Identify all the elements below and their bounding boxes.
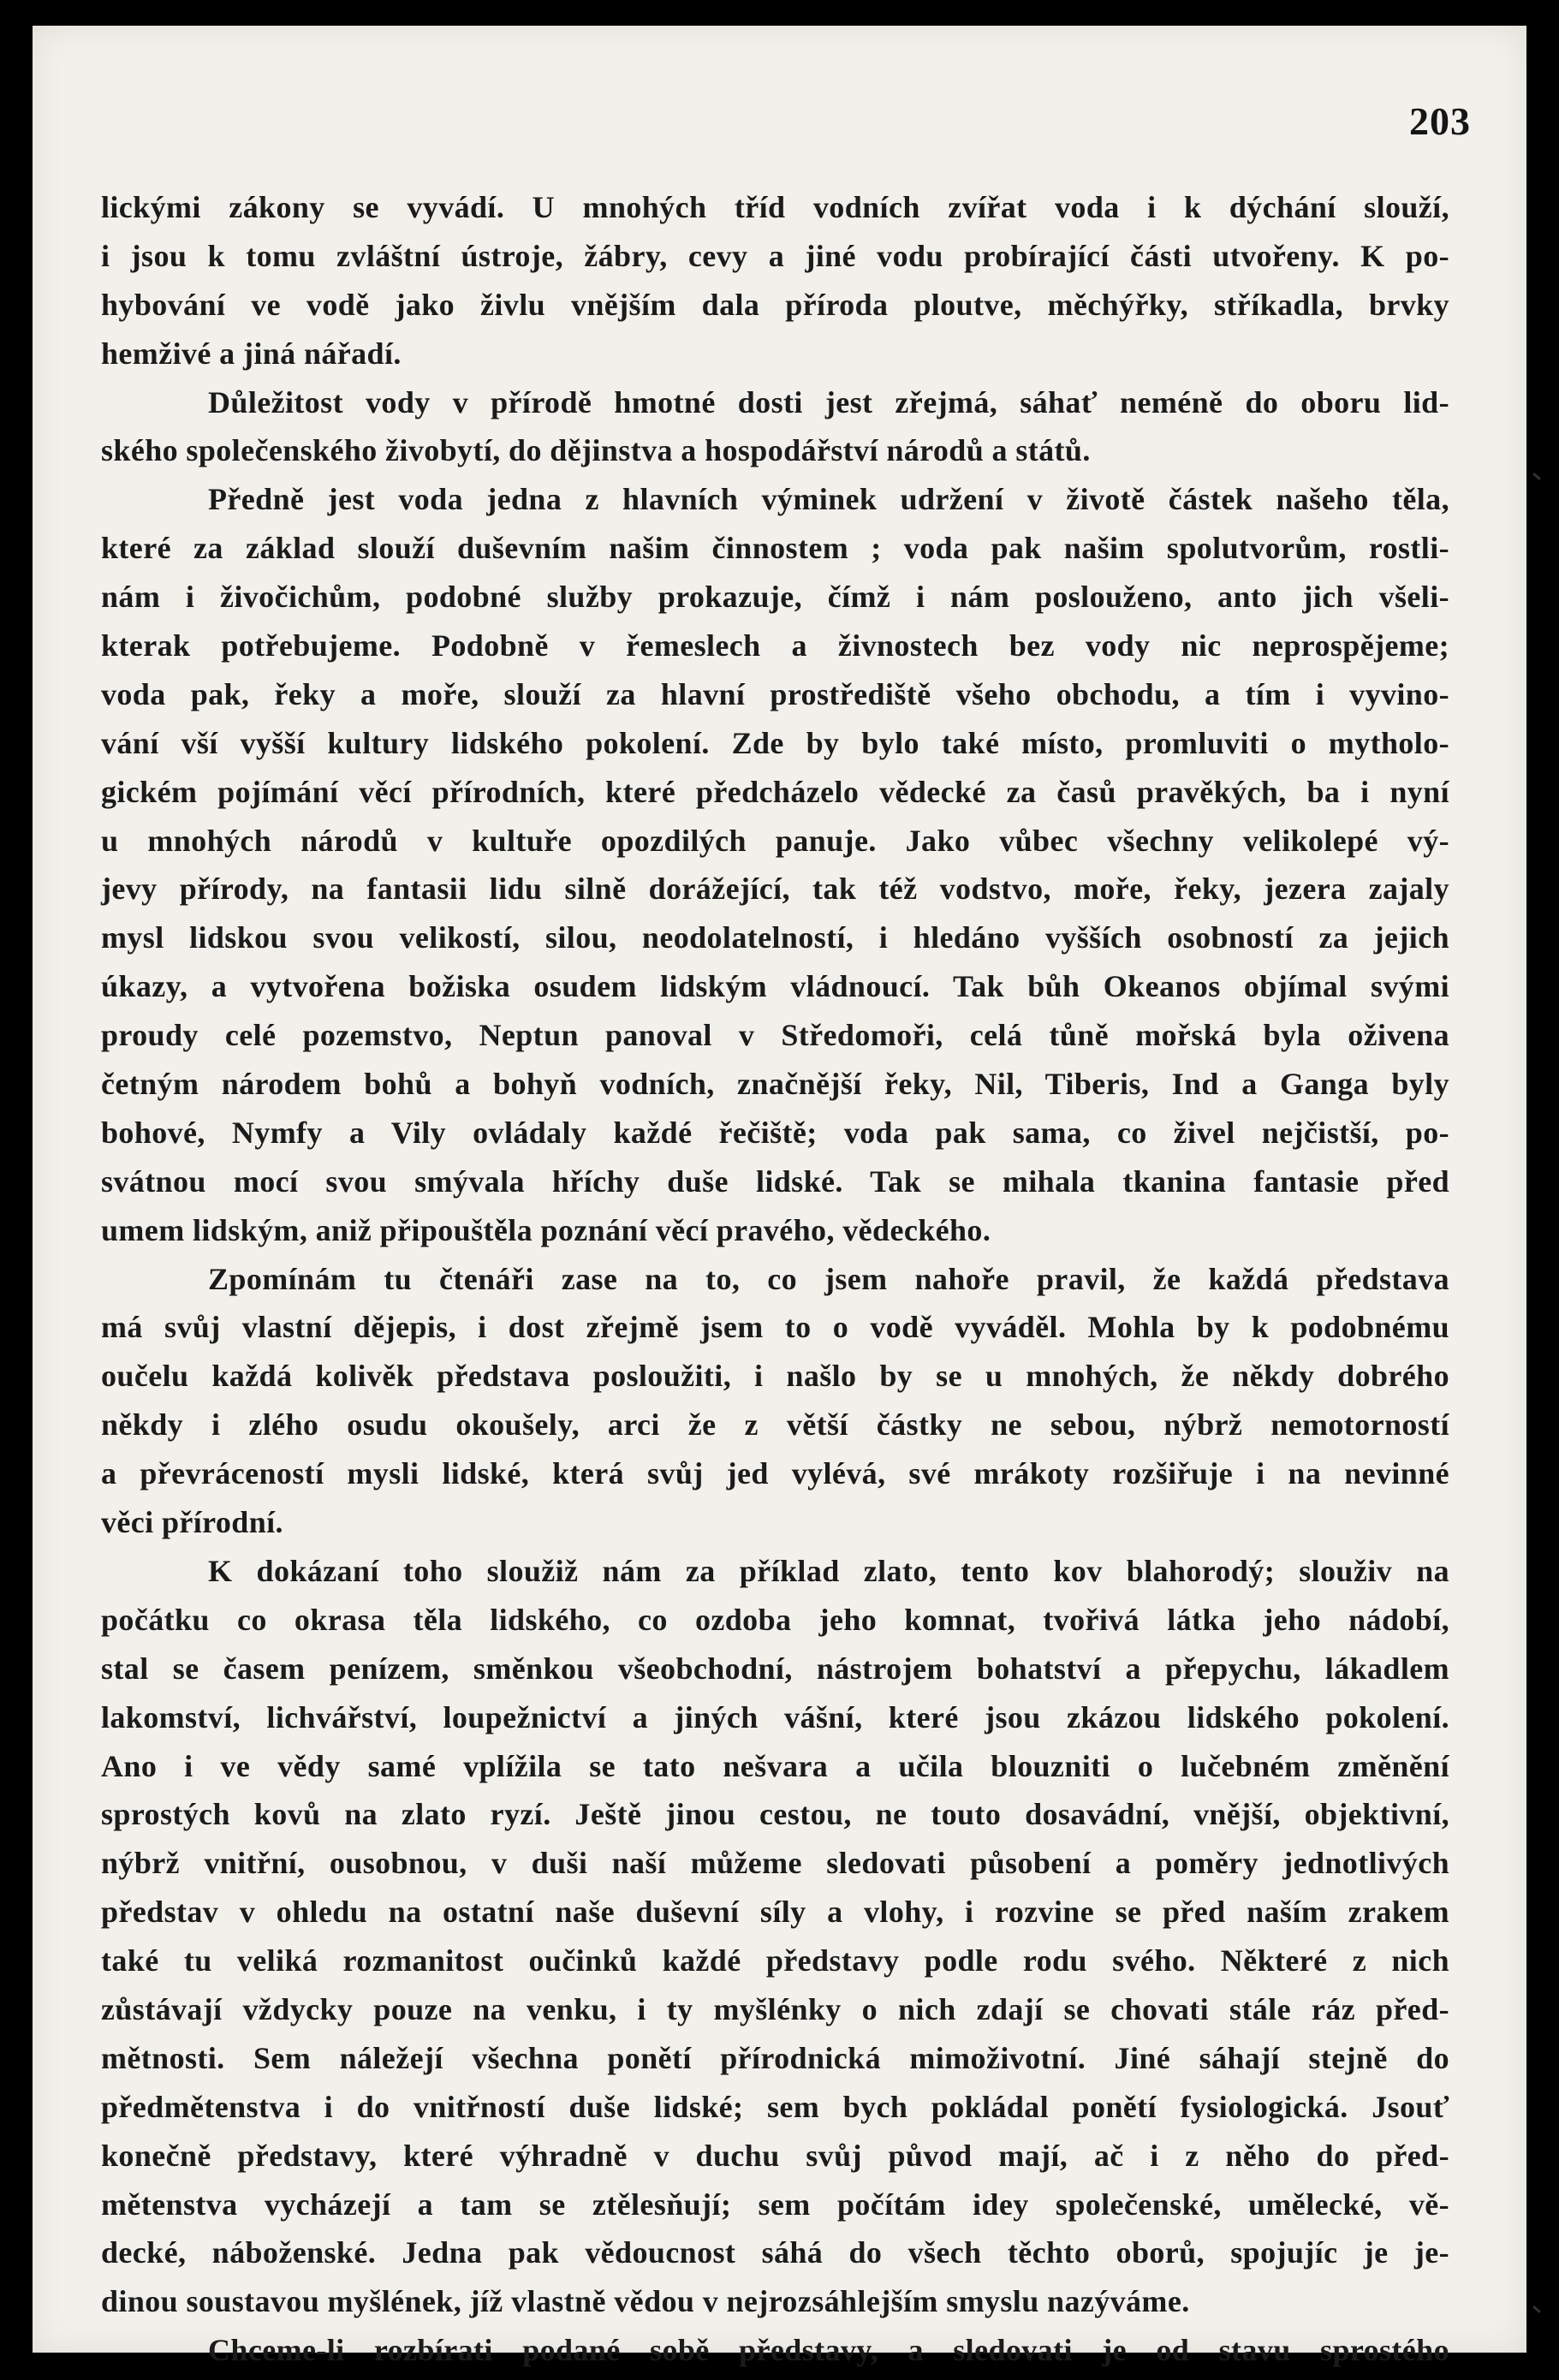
text-line: Důležitost vody v přírodě hmotné dosti jest zřejmá, sáhať neméně do oboru lid-: [208, 384, 1449, 419]
text-line: četným národem bohů a bohyň vodních, značnější řeky, Nil, Tiberis, Ind a Ganga byly: [101, 1067, 1449, 1102]
text-line: K dokázaní toho sloužiž nám za příklad zlato, tento kov blahorodý; slouživ na: [208, 1553, 1449, 1588]
text-line: Předně jest voda jedna z hlavních výminek udržení v životě částek našeho těla,: [208, 482, 1449, 517]
book-page: [33, 26, 1526, 2368]
text-line: nýbrž vnitřní, ousobnou, v duši naší můžeme sledovati působení a poměry jednotlivých: [101, 1846, 1449, 1881]
stray-mark: [1532, 473, 1541, 480]
text-line: i jsou k tomu zvláštní ústroje, žábry, cevy a jiné vodu probírající části utvořeny. K po-: [101, 238, 1449, 273]
text-line: Chceme-li rozbírati podané sobě představy, a sledovati je od stavu sprostého: [208, 2333, 1449, 2368]
text-line: vání vší vyšší kultury lidského pokolení. Zde by bylo také místo, promluviti o mytholo-: [101, 725, 1449, 760]
text-line: které za základ slouží duševním našim činnostem ; voda pak našim spolutvorům, rostli-: [101, 531, 1449, 566]
text-line: předmětenstva i do vnitřností duše lidské; sem bych pokládal ponětí fysiologická. Jsouť: [101, 2089, 1449, 2124]
text-line: stal se časem penízem, směnkou všeobchodní, nástrojem bohatství a přepychu, lákadlem: [101, 1651, 1449, 1686]
text-line: hemživé a jiná nářadí.: [101, 336, 402, 371]
text-line: mětenstva vycházejí a tam se ztělesňují; sem počítám idey společenské, umělecké, vě-: [101, 2187, 1449, 2222]
text-line: někdy i zlého osudu okoušely, arci že z větší částky ne sebou, nýbrž nemotorností: [101, 1407, 1449, 1443]
text-line: mětnosti. Sem náležejí všechna ponětí přírodnická mimoživotní. Jiné sáhají stejně do: [101, 2040, 1449, 2075]
text-line: lakomství, lichvářství, loupežnictví a jiných vášní, které jsou zkázou lidského pokolení.: [101, 1699, 1449, 1734]
text-line: dinou soustavou myšlének, jíž vlastně vědou v nejrozsáhlejším smyslu nazýváme.: [101, 2284, 1190, 2319]
text-line: Ano i ve vědy samé vplížila se tato nešvara a učila blouzniti o lučebném změnění: [101, 1748, 1449, 1783]
text-line: proudy celé pozemstvo, Neptun panoval v Středomoři, celá tůně mořská byla oživena: [101, 1018, 1449, 1053]
text-line: umem lidským, aniž připouštěla poznání věcí pravého, vědeckého.: [101, 1212, 991, 1247]
text-line: Zpomínám tu čtenáři zase na to, co jsem nahoře pravil, že každá představa: [208, 1261, 1449, 1296]
text-line: počátku co okrasa těla lidského, co ozdoba jeho komnat, tvořivá látka jeho nádobí,: [101, 1602, 1449, 1637]
text-line: konečně představy, které výhradně v duchu svůj původ mají, ač i z něho do před-: [101, 2138, 1449, 2173]
text-line: a převráceností mysli lidské, která svůj jed vylévá, své mrákoty rozšiřuje i na nevinné: [101, 1456, 1449, 1491]
text-line: má svůj vlastní dějepis, i dost zřejmě jsem to o vodě vyváděl. Mohla by k podobnému: [101, 1310, 1449, 1345]
text-line: mysl lidskou svou velikostí, silou, neodolatelností, i hledáno vyšších osobností za jejich: [101, 920, 1449, 955]
text-line: sprostých kovů na zlato ryzí. Ještě jinou cestou, ne touto dosavádní, vnější, objektivní,: [101, 1797, 1449, 1832]
text-line: ského společenského živobytí, do dějinstva a hospodářství národů a států.: [101, 433, 1091, 468]
text-line: představ v ohledu na ostatní naše duševní síly a vlohy, i rozvine se před naším zrakem: [101, 1895, 1449, 1930]
stray-mark: [1532, 2306, 1541, 2313]
text-line: věci přírodní.: [101, 1505, 283, 1540]
text-line: oučelu každá kolivěk představa posloužiti, i našlo by se u mnohých, že někdy dobrého: [101, 1359, 1449, 1394]
text-line: u mnohých národů v kultuře opozdilých panuje. Jako vůbec všechny velikolepé vý-: [101, 823, 1449, 858]
text-line: lickými zákony se vyvádí. U mnohých tříd vodních zvířat voda i k dýchání slouží,: [101, 190, 1449, 224]
text-line: jevy přírody, na fantasii lidu silně dorážející, tak též vodstvo, moře, řeky, jezera zajaly: [101, 872, 1449, 907]
text-line: gickém pojímání věcí přírodních, které předcházelo vědecké za časů pravěkých, ba i nyní: [101, 774, 1449, 809]
text-line: voda pak, řeky a moře, slouží za hlavní prostřediště všeho obchodu, a tím i vyvino-: [101, 676, 1449, 711]
text-line: kterak potřebujeme. Podobně v řemeslech a živnostech bez vody nic neprospějeme;: [101, 628, 1449, 663]
text-line: decké, náboženské. Jedna pak vědoucnost sáhá do všech těchto oborů, spojujíc je je-: [101, 2235, 1449, 2270]
text-line: hybování ve vodě jako živlu vnějším dala příroda ploutve, měchýřky, stříkadla, brvky: [101, 287, 1449, 322]
text-line: zůstávají vždycky pouze na venku, i ty myšlénky o nich zdají se chovati stále ráz před-: [101, 1991, 1449, 2026]
text-line: úkazy, a vytvořena božiska osudem lidským vládnoucí. Tak bůh Okeanos objímal svými: [101, 969, 1449, 1004]
text-line: bohové, Nymfy a Vily ovládaly každé řečiště; voda pak sama, co živel nejčistší, po-: [101, 1115, 1449, 1150]
text-line: svátnou mocí svou smývala hříchy duše lidské. Tak se mihala tkanina fantasie před: [101, 1163, 1449, 1199]
text-line: také tu veliká rozmanitost oučinků každé představy podle rodu svého. Některé z nich: [101, 1943, 1449, 1978]
text-line: nám i živočichům, podobné služby prokazuje, čímž i nám poslouženo, anto jich všeli-: [101, 580, 1449, 615]
body-text: [101, 183, 1449, 2375]
page-number: 203: [1409, 99, 1471, 143]
